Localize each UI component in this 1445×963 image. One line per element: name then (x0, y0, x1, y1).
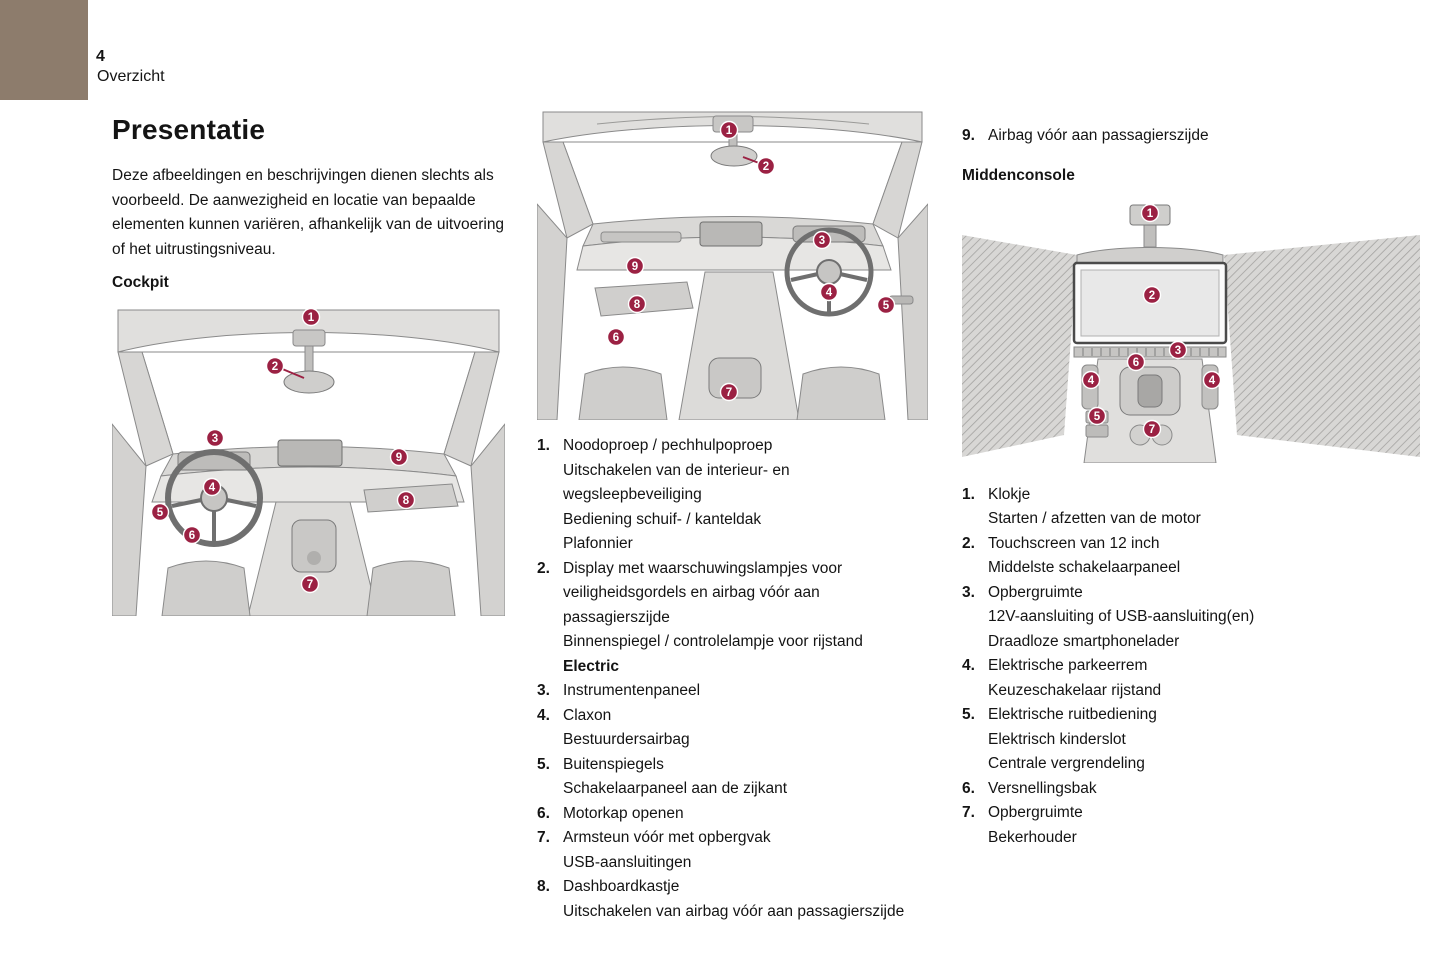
console-callout-5 (1089, 407, 1106, 424)
interior-sketch (537, 108, 928, 420)
cockpit-callout-2 (267, 358, 284, 375)
legend-item (962, 654, 1420, 703)
main-legend (537, 434, 929, 924)
svg-text:2: 2 (1148, 289, 1156, 302)
legend-item (537, 802, 929, 827)
legend-line: Noodoproep / pechhulpoproep (563, 437, 773, 454)
legend-number: 7. (537, 829, 550, 846)
console-sketch (962, 197, 1420, 463)
legend-number: 3. (537, 682, 550, 699)
middle-column (537, 108, 929, 924)
legend-line: Middelste schakelaarpaneel (988, 559, 1181, 576)
console-callout-7 (1144, 420, 1161, 437)
legend-item (962, 703, 1420, 777)
legend-item (962, 581, 1420, 655)
intro-paragraph: Deze afbeeldingen en beschrijvingen dienen slechts als voorbeeld. De aanwezigheid en locatie van bepaalde elementen kunnen variëren, afhankelijk van de uitvoering of het uitrustingsniveau. (112, 167, 505, 258)
interior-callout-5 (878, 297, 895, 314)
interior-callout-8 (629, 296, 646, 313)
legend-line: Bestuurdersairbag (563, 731, 690, 748)
legend-line: Centrale vergrendeling (988, 755, 1145, 772)
cockpit-heading: Cockpit (112, 274, 169, 291)
legend-line: Display met waarschuwingslampjes voor veiligheidsgordels en airbag vóór aan passagierszijde (563, 559, 843, 626)
interior-callout-2 (758, 158, 775, 175)
console-illustration (962, 197, 1420, 463)
legend-line: Binnenspiegel / controlelampje voor rijstand (563, 633, 863, 650)
legend-item (962, 532, 1420, 581)
cockpit-callout-3 (207, 430, 224, 447)
legend-line: Versnellingsbak (988, 779, 1097, 797)
legend-item (537, 826, 929, 875)
legend-line: Draadloze smartphonelader (988, 632, 1180, 650)
legend-number: 3. (962, 583, 975, 601)
legend-line: Keuzeschakelaar rijstand (988, 681, 1162, 699)
legend-number: 5. (962, 706, 975, 723)
interior-callout-6 (608, 329, 625, 346)
cockpit-callout-6 (184, 527, 201, 544)
legend-line: Motorkap openen (563, 804, 684, 822)
cockpit-callout-9 (391, 449, 408, 466)
legend-line: Elektrische ruitbediening (988, 706, 1157, 723)
svg-text:9: 9 (395, 452, 403, 464)
console-callout-4-right (1204, 371, 1221, 388)
svg-text:8: 8 (633, 299, 641, 311)
page-title: Presentatie (112, 114, 266, 145)
console-callout-6 (1128, 353, 1145, 370)
legend-line: Armsteun vóór met opbergvak (563, 829, 771, 846)
legend-line: Claxon (563, 706, 612, 724)
legend-item (537, 753, 929, 802)
legend-line: Elektrisch kinderslot (988, 730, 1126, 748)
console-heading: Middenconsole (962, 166, 1075, 184)
svg-text:1: 1 (1146, 207, 1154, 220)
legend-line: Plafonnier (563, 535, 633, 552)
legend-line: Klokje (988, 485, 1031, 503)
legend-number: 2. (962, 534, 975, 552)
svg-text:5: 5 (1093, 410, 1101, 423)
svg-text:3: 3 (1174, 344, 1182, 357)
legend-line: Schakelaarpaneel aan de zijkant (563, 780, 788, 797)
legend-item (537, 557, 929, 680)
legend-number: 4. (537, 706, 550, 724)
cockpit-callout-4 (204, 479, 221, 496)
legend-item (537, 679, 929, 704)
legend-line: Touchscreen van 12 inch (988, 534, 1160, 552)
svg-text:6: 6 (188, 530, 196, 542)
svg-text:7: 7 (306, 579, 314, 591)
legend-line: Dashboardkastje (563, 878, 680, 895)
legend-number: 8. (537, 878, 550, 895)
legend-item (537, 875, 929, 924)
legend-line: Uitschakelen van de interieur- en wegsleepbeveiliging (563, 461, 790, 503)
interior-callout-4 (821, 284, 838, 301)
legend-line: Opbergruimte (988, 583, 1083, 601)
svg-text:1: 1 (725, 125, 733, 137)
cockpit-sketch (112, 306, 505, 616)
console-legend (962, 483, 1420, 851)
legend-number: 7. (962, 804, 975, 821)
legend-number: 2. (537, 559, 550, 577)
page-number: 4 (96, 48, 105, 65)
cockpit-illustration (112, 306, 507, 616)
console-callout-3 (1170, 341, 1187, 358)
console-callout-4-left (1083, 371, 1100, 388)
legend-line: Bediening schuif- / kanteldak (563, 510, 762, 528)
legend-item-9 (962, 124, 1420, 149)
cockpit-callout-8 (398, 492, 415, 509)
console-callout-1 (1142, 204, 1159, 221)
cockpit-callout-7 (302, 576, 319, 593)
interior-callout-1 (721, 122, 738, 139)
interior-illustration (537, 108, 929, 420)
svg-text:1: 1 (307, 312, 315, 324)
legend-item (537, 704, 929, 753)
svg-text:4: 4 (1087, 374, 1095, 387)
interior-callout-9 (627, 258, 644, 275)
svg-text:9: 9 (631, 261, 639, 273)
svg-text:5: 5 (156, 507, 164, 519)
console-callout-2 (1144, 286, 1161, 303)
legend-number: 6. (537, 804, 550, 822)
svg-text:4: 4 (1208, 374, 1216, 387)
legend-line-trim-note: Electric (563, 657, 620, 675)
svg-text:2: 2 (271, 361, 279, 373)
cockpit-callout-5 (152, 504, 169, 521)
legend-item (962, 801, 1420, 850)
legend-line: Bekerhouder (988, 828, 1077, 846)
svg-text:4: 4 (825, 287, 833, 299)
legend-number: 1. (962, 485, 975, 503)
svg-text:2: 2 (762, 161, 770, 173)
svg-text:6: 6 (612, 332, 620, 344)
left-column (112, 114, 507, 616)
svg-text:7: 7 (1148, 423, 1156, 436)
legend-number: 6. (962, 779, 975, 797)
interior-callout-7 (721, 384, 738, 401)
interior-callout-3 (814, 232, 831, 249)
right-column (962, 124, 1420, 850)
svg-text:3: 3 (211, 433, 219, 445)
legend-line: Instrumentenpaneel (563, 682, 701, 699)
legend-number: 5. (537, 755, 550, 773)
legend-line: Opbergruimte (988, 804, 1083, 821)
legend-line: Uitschakelen van airbag vóór aan passagierszijde (563, 902, 905, 920)
svg-text:7: 7 (725, 387, 733, 399)
legend-line: Buitenspiegels (563, 755, 664, 773)
legend-item (537, 434, 929, 557)
svg-text:5: 5 (882, 300, 890, 312)
page-corner-tab (0, 0, 88, 100)
legend-line: Airbag vóór aan passagierszijde (988, 127, 1209, 144)
legend-line: Starten / afzetten van de motor (988, 510, 1201, 527)
legend-item (962, 483, 1420, 532)
svg-text:6: 6 (1132, 356, 1140, 369)
svg-text:3: 3 (818, 235, 826, 247)
svg-text:4: 4 (208, 482, 216, 494)
legend-number: 1. (537, 437, 550, 454)
legend-number: 9. (962, 127, 975, 144)
legend-line: Elektrische parkeerrem (988, 657, 1148, 674)
section-title: Overzicht (97, 68, 165, 85)
cockpit-callout-1 (303, 309, 320, 326)
legend-item (962, 777, 1420, 802)
legend-line: 12V-aansluiting of USB-aansluiting(en) (988, 608, 1255, 625)
legend-line: USB-aansluitingen (563, 853, 692, 871)
svg-text:8: 8 (402, 495, 410, 507)
legend-number: 4. (962, 657, 975, 674)
